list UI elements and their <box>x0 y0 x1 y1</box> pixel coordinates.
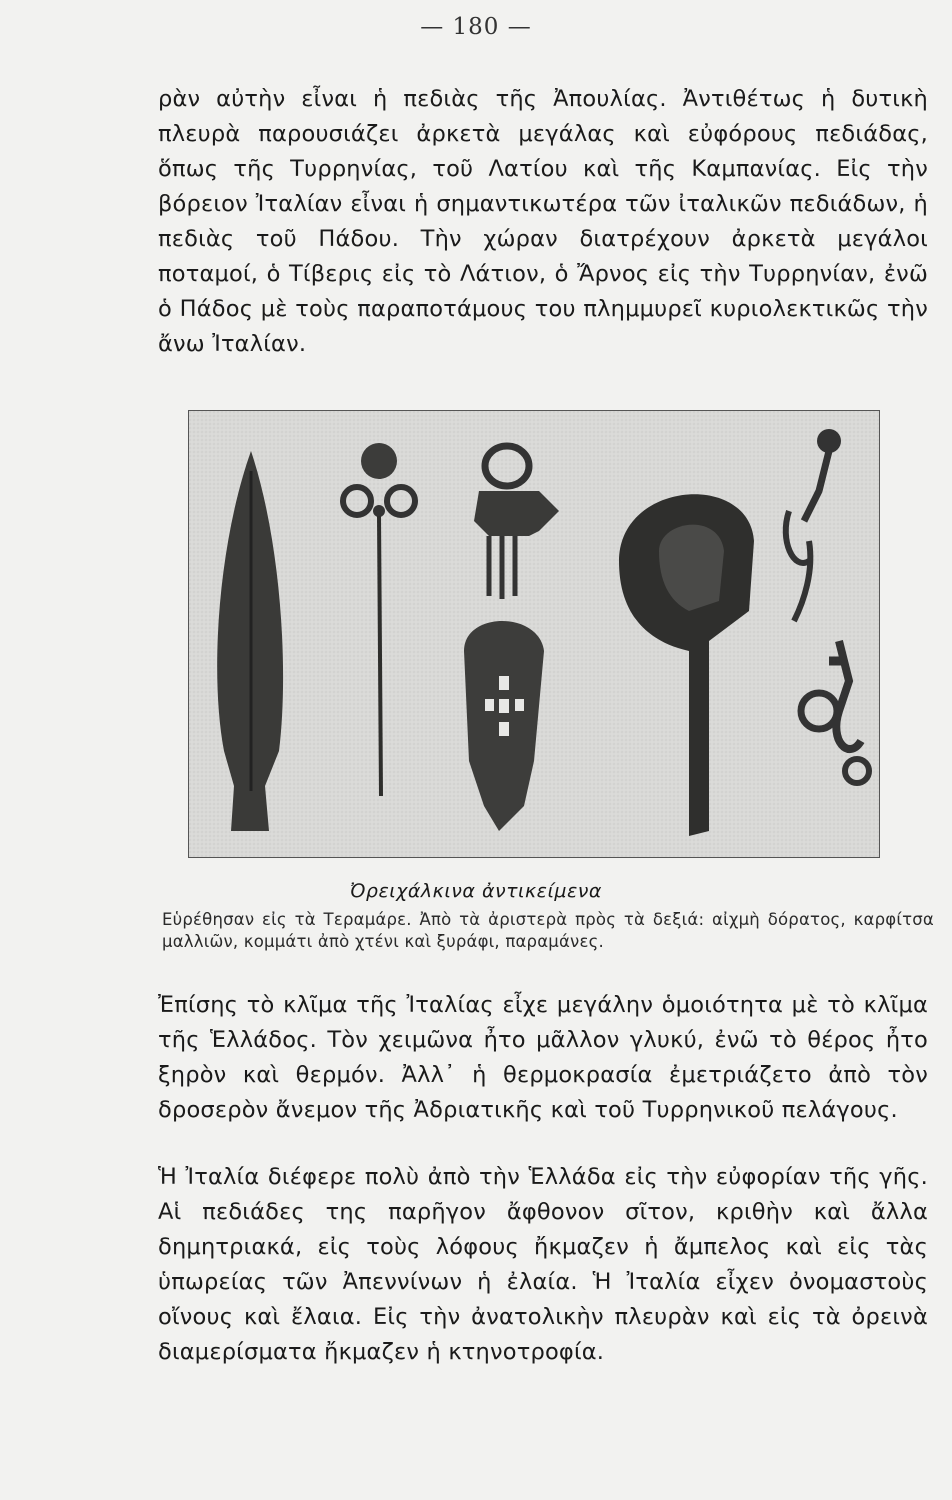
figure-caption-text: Εὑρέθησαν εἰς τὰ Τεραμάρε. Ἀπὸ τὰ ἀριστερὰ πρὸς τὰ δεξιά: αἰχμὴ δόρατος, καρφίτσα μαλλιῶν, κομμάτι ἀπὸ χτένι καὶ ξυράφι, παραμάνες. <box>162 910 934 951</box>
figure-photo <box>188 410 880 858</box>
paragraph-1: ρὰν αὐτὴν εἶναι ἡ πεδιὰς τῆς Ἀπουλίας. Ἀντιθέτως ἡ δυτικὴ πλευρὰ παρουσιάζει ἀρκετὰ μεγάλας καὶ εὐφόρους πεδιάδας, ὅπως τῆς Τυρρηνίας, τοῦ Λατίου καὶ τῆς Καμπανίας. Εἰς τὴν βόρειον Ἰταλίαν εἶναι ἡ σημαντικωτέρα τῶν ἰταλικῶν πεδιάδων, ἡ πεδιὰς τοῦ Πάδου. Τὴν χώραν διατρέχουν ἀρκετὰ μεγάλοι ποταμοί, ὁ Τίβερις εἰς τὸ Λάτιον, ὁ Ἄρνος εἰς τὴν Τυρρηνίαν, ἐνῶ ὁ Πάδος μὲ τοὺς παραποτάμους του πλημμυρεῖ κυριολεκτικῶς τὴν ἄνω Ἰταλίαν. <box>158 86 928 357</box>
figure-caption-title: Ὀρειχάλκινα ἀντικείμενα <box>350 880 602 902</box>
page-number: — 180 — <box>420 14 532 40</box>
paragraph-3: Ἡ Ἰταλία διέφερε πολὺ ἀπὸ τὴν Ἑλλάδα εἰς τὴν εὐφορίαν τῆς γῆς. Αἱ πεδιάδες της παρῆγον ἄφθονον σῖτον, κριθὴν καὶ ἄλλα δημητριακά, εἰς τοὺς λόφους ἤκμαζεν ἡ ἄμπελος καὶ εἰς τὰς ὑπωρείας τῶν Ἀπεννίνων ἡ ἐλαία. Ἡ Ἰταλία εἶχεν ὀνομαστοὺς οἴνους καὶ ἔλαια. Εἰς τὴν ἀνατολικὴν πλευρὰν καὶ εἰς τὰ ὀρεινὰ διαμερίσματα ἤκμαζεν ἡ κτηνοτροφία. <box>158 1164 928 1365</box>
paragraph-2: Ἐπίσης τὸ κλῖμα τῆς Ἰταλίας εἶχε μεγάλην ὁμοιότητα μὲ τὸ κλῖμα τῆς Ἑλλάδος. Τὸν χειμῶνα ἦτο μᾶλλον γλυκύ, ἐνῶ τὸ θέρος ἦτο ξηρὸν καὶ θερμόν. Ἀλλ᾽ ἡ θερμοκρασία ἐμετριάζετο ἀπὸ τὸν δροσερὸν ἄνεμον τῆς Ἀδριατικῆς καὶ τοῦ Τυρρηνικοῦ πελάγους. <box>158 992 928 1123</box>
